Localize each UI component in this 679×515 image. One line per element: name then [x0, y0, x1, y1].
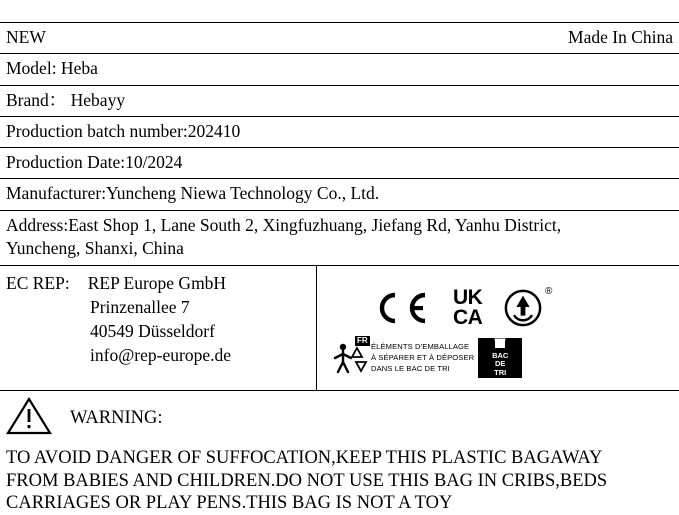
warning-triangle-icon	[6, 396, 52, 441]
ec-rep-city: 40549 Düsseldorf	[90, 321, 215, 342]
triman-instructions	[371, 341, 478, 374]
row-address	[0, 211, 679, 266]
trash-bin-icon	[494, 338, 506, 351]
warning-title: WARNING:	[70, 408, 163, 428]
ukca-top: UK	[453, 285, 483, 309]
warning-section	[0, 392, 679, 515]
warning-body	[6, 441, 673, 515]
ce-mark-icon	[373, 291, 431, 325]
row-manufacturer: Manufacturer:Yuncheng Niewa Technology Co., Ltd.	[0, 179, 679, 210]
warning-line-2: FROM BABIES AND CHILDREN.DO NOT USE THIS BAG IN CRIBS,BEDS	[6, 470, 608, 491]
info-table	[0, 22, 679, 391]
ukca-bottom: CA	[453, 305, 483, 329]
triman-block	[327, 335, 522, 378]
ec-rep-name: REP Europe GmbH	[87, 272, 227, 293]
ec-rep-street: Prinzenallee 7	[90, 296, 190, 317]
recycle-mark-wrap	[504, 285, 553, 327]
row-batch-number: Production batch number:202410	[0, 117, 679, 148]
row-model: Model: Heba	[0, 54, 679, 85]
fr-badge: FR	[357, 335, 368, 345]
warning-header	[6, 392, 673, 441]
address-line-2: Yuncheng, Shanxi, China	[6, 238, 184, 259]
row-new-madein	[0, 23, 679, 54]
recycle-mobius-icon	[504, 289, 542, 327]
ec-rep-label: EC REP:	[6, 272, 70, 293]
row-brand: Brand： Hebayy	[0, 86, 679, 117]
triman-line-1: ÉLÉMENTS D’EMBALLAGE	[371, 342, 470, 352]
ec-rep-block	[0, 266, 317, 390]
bac-de-tri-badge	[478, 338, 522, 378]
bac-line-3: TRI	[494, 367, 507, 377]
row-ec-rep	[0, 266, 679, 390]
ec-rep-first-line	[6, 271, 310, 295]
compliance-marks-cell	[317, 266, 679, 390]
triman-line-3: DANS LE BAC DE TRI	[371, 364, 450, 374]
marks-row	[373, 285, 553, 329]
triman-figure-icon	[327, 335, 371, 378]
new-text: NEW	[6, 27, 46, 47]
made-in-text: Made In China	[568, 27, 673, 47]
ukca-mark-icon	[453, 285, 483, 329]
row-production-date: Production Date:10/2024	[0, 148, 679, 179]
registered-mark: ®	[544, 285, 553, 297]
warning-line-3: CARRIAGES OR PLAY PENS.THIS BAG IS NOT A TOY	[6, 493, 453, 514]
address-line-1: Address:East Shop 1, Lane South 2, Xingfuzhuang, Jiefang Rd, Yanhu District,	[6, 214, 562, 235]
ec-rep-email: info@rep-europe.de	[90, 345, 231, 366]
bac-line-2: DE	[494, 359, 506, 369]
bac-line-1: BAC	[492, 350, 509, 360]
warning-line-1: TO AVOID DANGER OF SUFFOCATION,KEEP THIS PLASTIC BAGAWAY	[6, 448, 603, 468]
triman-line-2: À SÉPARER ET À DÉPOSER	[371, 353, 475, 363]
